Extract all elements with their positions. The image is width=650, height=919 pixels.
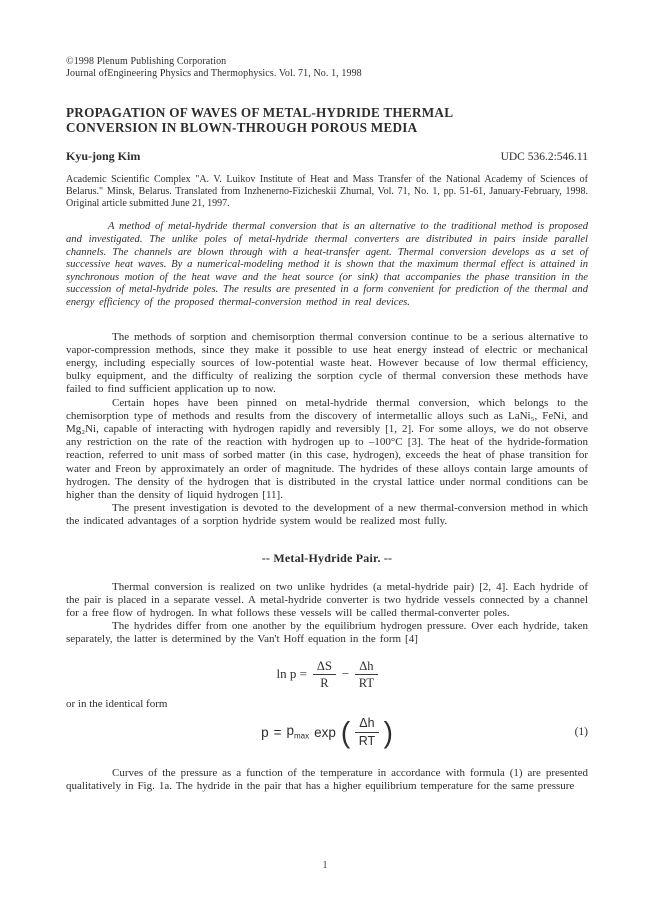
p-max-term: [287, 723, 310, 741]
fraction-denominator: RT: [358, 733, 376, 748]
equals-sign: =: [273, 724, 282, 740]
pressure-symbol: p: [261, 724, 269, 740]
body-paragraph-3: The present investigation is devoted to the development of a new thermal-conversion method in which the indicated advantages of a sorption hydride system would be realized most fully.: [66, 502, 588, 528]
fraction-denominator: R: [320, 675, 329, 690]
minus-operator: −: [341, 666, 350, 682]
equation-1: [66, 716, 588, 748]
fraction-denominator: RT: [358, 675, 375, 690]
p-max-subscript: max: [294, 732, 310, 742]
fraction-dh-over-rt: [355, 659, 377, 691]
byline-row: [66, 149, 588, 164]
body-paragraph-1: The methods of sorption and chemisorption thermal conversion continue to be a serious alternative to vapor-compression methods, since they make it possible to use heat energy instead of electric or mechanical energy, including especially sources of low-potential waste heat. However because of low thermal efficiency, bulky equipment, and the difficulty of realizing the sorption cycle of thermal conversion these methods have failed to find sufficient application up to now.: [66, 330, 588, 396]
section-paragraph-3: Curves of the pressure as a function of the temperature in accordance with formula (1) are presented qualitatively in Fig. 1a. The hydride in the pair that has a higher equilibrium temperature for the same pressure: [66, 767, 588, 793]
section-body: [66, 581, 588, 647]
author-name: Kyu-jong Kim: [66, 149, 141, 163]
closing-body: [66, 767, 588, 793]
equation-lhs: ln p =: [276, 666, 307, 682]
exp-function: exp: [314, 724, 336, 740]
equation-vant-hoff: [66, 659, 588, 691]
paper-title-line2: CONVERSION IN BLOWN-THROUGH POROUS MEDIA: [66, 120, 418, 135]
fraction-numerator: Δh: [355, 659, 377, 675]
equation-number: (1): [574, 726, 588, 739]
journal-issue-line: Journal ofEngineering Physics and Thermophysics. Vol. 71, No. 1, 1998: [66, 68, 362, 79]
body-paragraph-2: Certain hopes have been pinned on metal-hydride thermal conversion, which belongs to the chemisorption type of methods and results from the discovery of intermetallic alloys such as LaNi₅, FeNi, and Mg₂Ni, capable of interacting with hydrogen rapidly and reversibly [1, 2]. For some alloys, we do not observe any restriction on the rate of the reaction with hydrogen up to –100°C [3]. The heat of the hydride-formation reaction, referred to unit mass of sorbed matter (in this case, hydrogen), exceeds the heat of phase transition for water and Freon by approximately an order of magnitude. The hydrides of these alloys contain large amounts of hydrogen. The density of the hydrogen that is distributed in the crystal lattice under normal conditions can be higher than the density of liquid hydrogen [11].: [66, 396, 588, 501]
abstract-text: A method of metal-hydride thermal conversion that is an alternative to the traditional method is proposed and investigated. The unlike poles of metal-hydride thermal converters are distributed in pairs inside parallel channels. The channels are blown through with a heat-transfer agent. Thermal conversion develops as a set of successive heat waves. By a numerical-modeling method it is shown that the maximum thermal effect is attained in synchronous motion of the heat wave and the heat source (or sink) that accompanies the phase transition in the succession of metal-hydride poles. The results are presented in a form convenient for prediction of the thermal and energy efficiency of the proposed thermal-conversion method in real devices.: [66, 221, 588, 308]
udc-code: UDC 536.2:546.11: [500, 151, 588, 163]
open-paren: (: [340, 715, 351, 749]
fraction-numerator: ΔS: [313, 659, 336, 675]
paper-title: [66, 105, 588, 135]
copyright-line: ©1998 Plenum Publishing Corporation: [66, 56, 227, 67]
page-number: 1: [322, 859, 328, 871]
section-heading-metal-hydride-pair: -- Metal-Hydride Pair. --: [261, 550, 393, 565]
p-max-base: p: [286, 723, 295, 739]
body-section: [66, 331, 588, 529]
journal-header: [66, 56, 588, 80]
fraction-ds-over-r: [313, 659, 336, 691]
paper-title-line1: PROPAGATION OF WAVES OF METAL-HYDRIDE THERMAL: [66, 105, 454, 120]
connector-text: or in the identical form: [66, 698, 168, 711]
equation-1-row: [66, 716, 588, 748]
section-paragraph-2: The hydrides differ from one another by the equilibrium hydrogen pressure. Over each hydride, taken separately, the latter is determined by the Van't Hoff equation in the form [4]: [66, 620, 588, 646]
close-paren: ): [383, 715, 393, 749]
fraction-dh-over-rt: [355, 716, 378, 748]
fraction-numerator: Δh: [355, 716, 378, 732]
affiliation-note: Academic Scientific Complex "A. V. Luikov Institute of Heat and Mass Transfer of the National Academy of Sciences of Belarus." Minsk, Belarus. Translated from Inzhenerno-Fizicheskii Zhurnal, Vol. 71, No. 1, pp. 51-61, January-February, 1998. Original article submitted June 21, 1997.: [66, 174, 588, 209]
section-paragraph-1: Thermal conversion is realized on two unlike hydrides (a metal-hydride pair) [2, 4]. Each hydride of the pair is placed in a separate vessel. A metal-hydride converter is two hydride vessels connected by a channel for a free flow of hydrogen. In what follows these vessels will be called thermal-converter poles.: [66, 580, 588, 619]
